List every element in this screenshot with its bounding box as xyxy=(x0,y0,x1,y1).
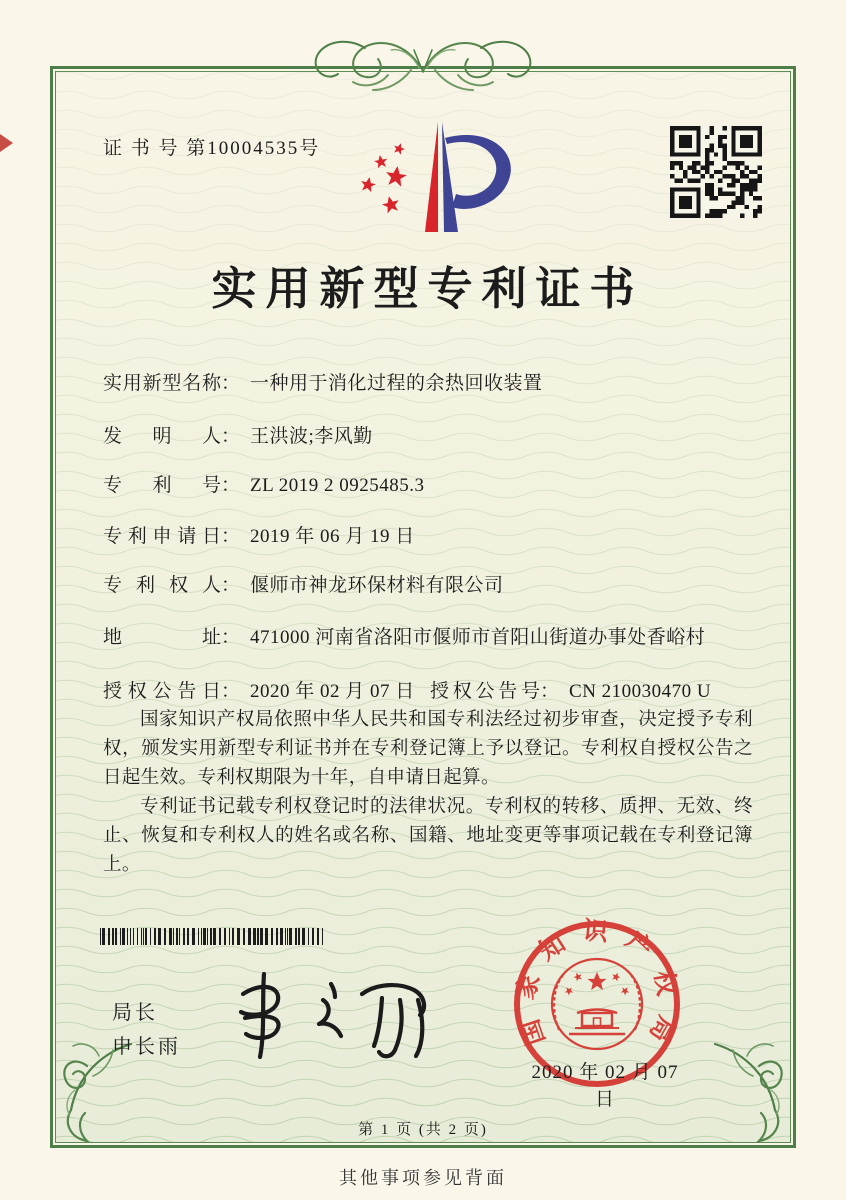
barcode-bar xyxy=(158,928,161,945)
page-indicator: 第 1 页 (共 2 页) xyxy=(358,1122,488,1138)
field-row-filing-date xyxy=(103,521,415,548)
director-name: 申长雨 xyxy=(112,1036,181,1058)
barcode-bar xyxy=(169,928,172,945)
barcode-bar xyxy=(248,928,251,945)
barcode-bar xyxy=(232,928,234,945)
barcode-bar xyxy=(133,928,134,945)
field-label: 地址 xyxy=(103,627,221,648)
barcode-bar xyxy=(260,928,263,945)
barcode-bar xyxy=(143,928,144,945)
barcode-bar xyxy=(115,928,117,945)
field-value: CN 210030470 U xyxy=(569,681,712,702)
barcode-bar xyxy=(224,928,226,945)
barcode-bar xyxy=(295,928,297,945)
barcode-bar xyxy=(192,928,195,945)
barcode-bar xyxy=(122,928,125,945)
field-grant-no xyxy=(430,676,711,703)
field-colon: ： xyxy=(221,681,241,702)
cnipa-logo-icon xyxy=(352,112,517,240)
barcode-bar xyxy=(322,928,323,945)
barcode-bar xyxy=(229,928,230,945)
barcode-bar xyxy=(201,928,202,945)
barcode-bar xyxy=(112,928,114,945)
field-label: 授权公告号 xyxy=(430,681,540,702)
field-value: ZL 2019 2 0925485.3 xyxy=(250,475,425,496)
barcode-bar xyxy=(287,928,288,945)
barcode-bar xyxy=(308,928,309,945)
field-colon: ： xyxy=(540,681,560,702)
svg-text:国家知识产权局 xyxy=(511,917,683,1061)
barcode-bar xyxy=(102,928,105,945)
certificate-title: 实用新型专利证书 xyxy=(211,264,644,314)
legal-paragraph-2: 专利证书记载专利权登记时的法律状况。专利权的转移、质押、无效、终止、恢复和专利权人的姓名或名称、国籍、地址变更等事项记载在专利登记簿上。 xyxy=(103,797,753,875)
field-colon: ： xyxy=(221,575,241,596)
barcode-bar xyxy=(280,928,283,945)
seal-date: 2020 年 02 月 07 日 xyxy=(531,1062,679,1110)
barcode-bar xyxy=(219,928,221,945)
barcode-bar xyxy=(176,928,178,945)
barcode-bar xyxy=(317,928,319,945)
barcode-bar xyxy=(203,928,206,945)
certificate-number: 证 书 号 第10004535号 xyxy=(103,138,321,159)
field-label: 实用新型名称 xyxy=(103,373,221,394)
back-side-note: 其他事项参见背面 xyxy=(339,1168,507,1188)
barcode-bar xyxy=(213,928,216,945)
field-label: 专利申请日 xyxy=(103,526,221,547)
barcode-bar xyxy=(276,928,278,945)
barcode-bar xyxy=(198,928,199,945)
barcode-bar xyxy=(312,928,314,945)
barcode xyxy=(100,928,334,945)
field-colon: ： xyxy=(221,526,241,547)
barcode-bar xyxy=(302,928,305,945)
barcode-bar xyxy=(237,928,240,945)
barcode-bar xyxy=(100,928,101,945)
field-label: 发明人 xyxy=(103,426,221,447)
scan-edge-mark xyxy=(0,134,13,152)
director-signature xyxy=(228,962,448,1062)
barcode-bar xyxy=(150,928,151,945)
barcode-bar xyxy=(183,928,185,945)
field-row-inventor xyxy=(103,421,373,448)
field-value: 471000 河南省洛阳市偃师市首阳山街道办事处香峪村 xyxy=(250,627,706,648)
barcode-bar xyxy=(173,928,174,945)
barcode-bar xyxy=(285,928,286,945)
seal-ring-text: 国家知识产权局 xyxy=(511,917,683,1061)
barcode-bar xyxy=(137,928,138,945)
field-label: 专利号 xyxy=(103,475,221,496)
director-title: 局长 xyxy=(112,1002,158,1024)
field-row-grant xyxy=(103,676,712,703)
field-label: 授权公告日 xyxy=(103,681,221,702)
field-label: 专利权人 xyxy=(103,575,221,596)
barcode-bar xyxy=(289,928,292,945)
barcode-bar xyxy=(127,928,128,945)
field-colon: ： xyxy=(221,373,241,394)
legal-paragraph-1: 国家知识产权局依照中华人民共和国专利法经过初步审查，决定授予专利权，颁发实用新型专利证书并在专利登记簿上予以登记。专利权自授权公告之日起生效。专利权期限为十年，自申请日起算。 xyxy=(103,710,753,788)
barcode-bar xyxy=(271,928,273,945)
barcode-bar xyxy=(265,928,268,945)
barcode-bar xyxy=(141,928,142,945)
field-value: 2020 年 02 月 07 日 xyxy=(250,681,415,702)
field-colon: ： xyxy=(221,475,241,496)
field-row-address xyxy=(103,622,705,649)
field-row-patentee xyxy=(103,570,504,597)
field-value: 2019 年 06 月 19 日 xyxy=(250,526,415,547)
field-colon: ： xyxy=(221,627,241,648)
barcode-bar xyxy=(207,928,208,945)
field-colon: ： xyxy=(221,426,241,447)
barcode-bar xyxy=(179,928,180,945)
barcode-bar xyxy=(164,928,166,945)
field-value: 一种用于消化过程的余热回收装置 xyxy=(250,373,543,394)
barcode-bar xyxy=(187,928,189,945)
field-value: 偃师市神龙环保材料有限公司 xyxy=(250,575,504,596)
field-row-patent-no xyxy=(103,470,425,497)
barcode-bar xyxy=(243,928,245,945)
legal-text-block xyxy=(103,706,753,880)
barcode-bar xyxy=(145,928,147,945)
barcode-bar xyxy=(257,928,259,945)
field-value: 王洪波;李风勤 xyxy=(250,426,373,447)
field-row-name xyxy=(103,368,543,395)
barcode-bar xyxy=(130,928,131,945)
barcode-bar xyxy=(108,928,110,945)
barcode-bar xyxy=(154,928,156,945)
barcode-bar xyxy=(120,928,121,945)
barcode-bar xyxy=(298,928,300,945)
qr-code xyxy=(670,126,762,218)
barcode-bar xyxy=(210,928,212,945)
barcode-bar xyxy=(253,928,256,945)
